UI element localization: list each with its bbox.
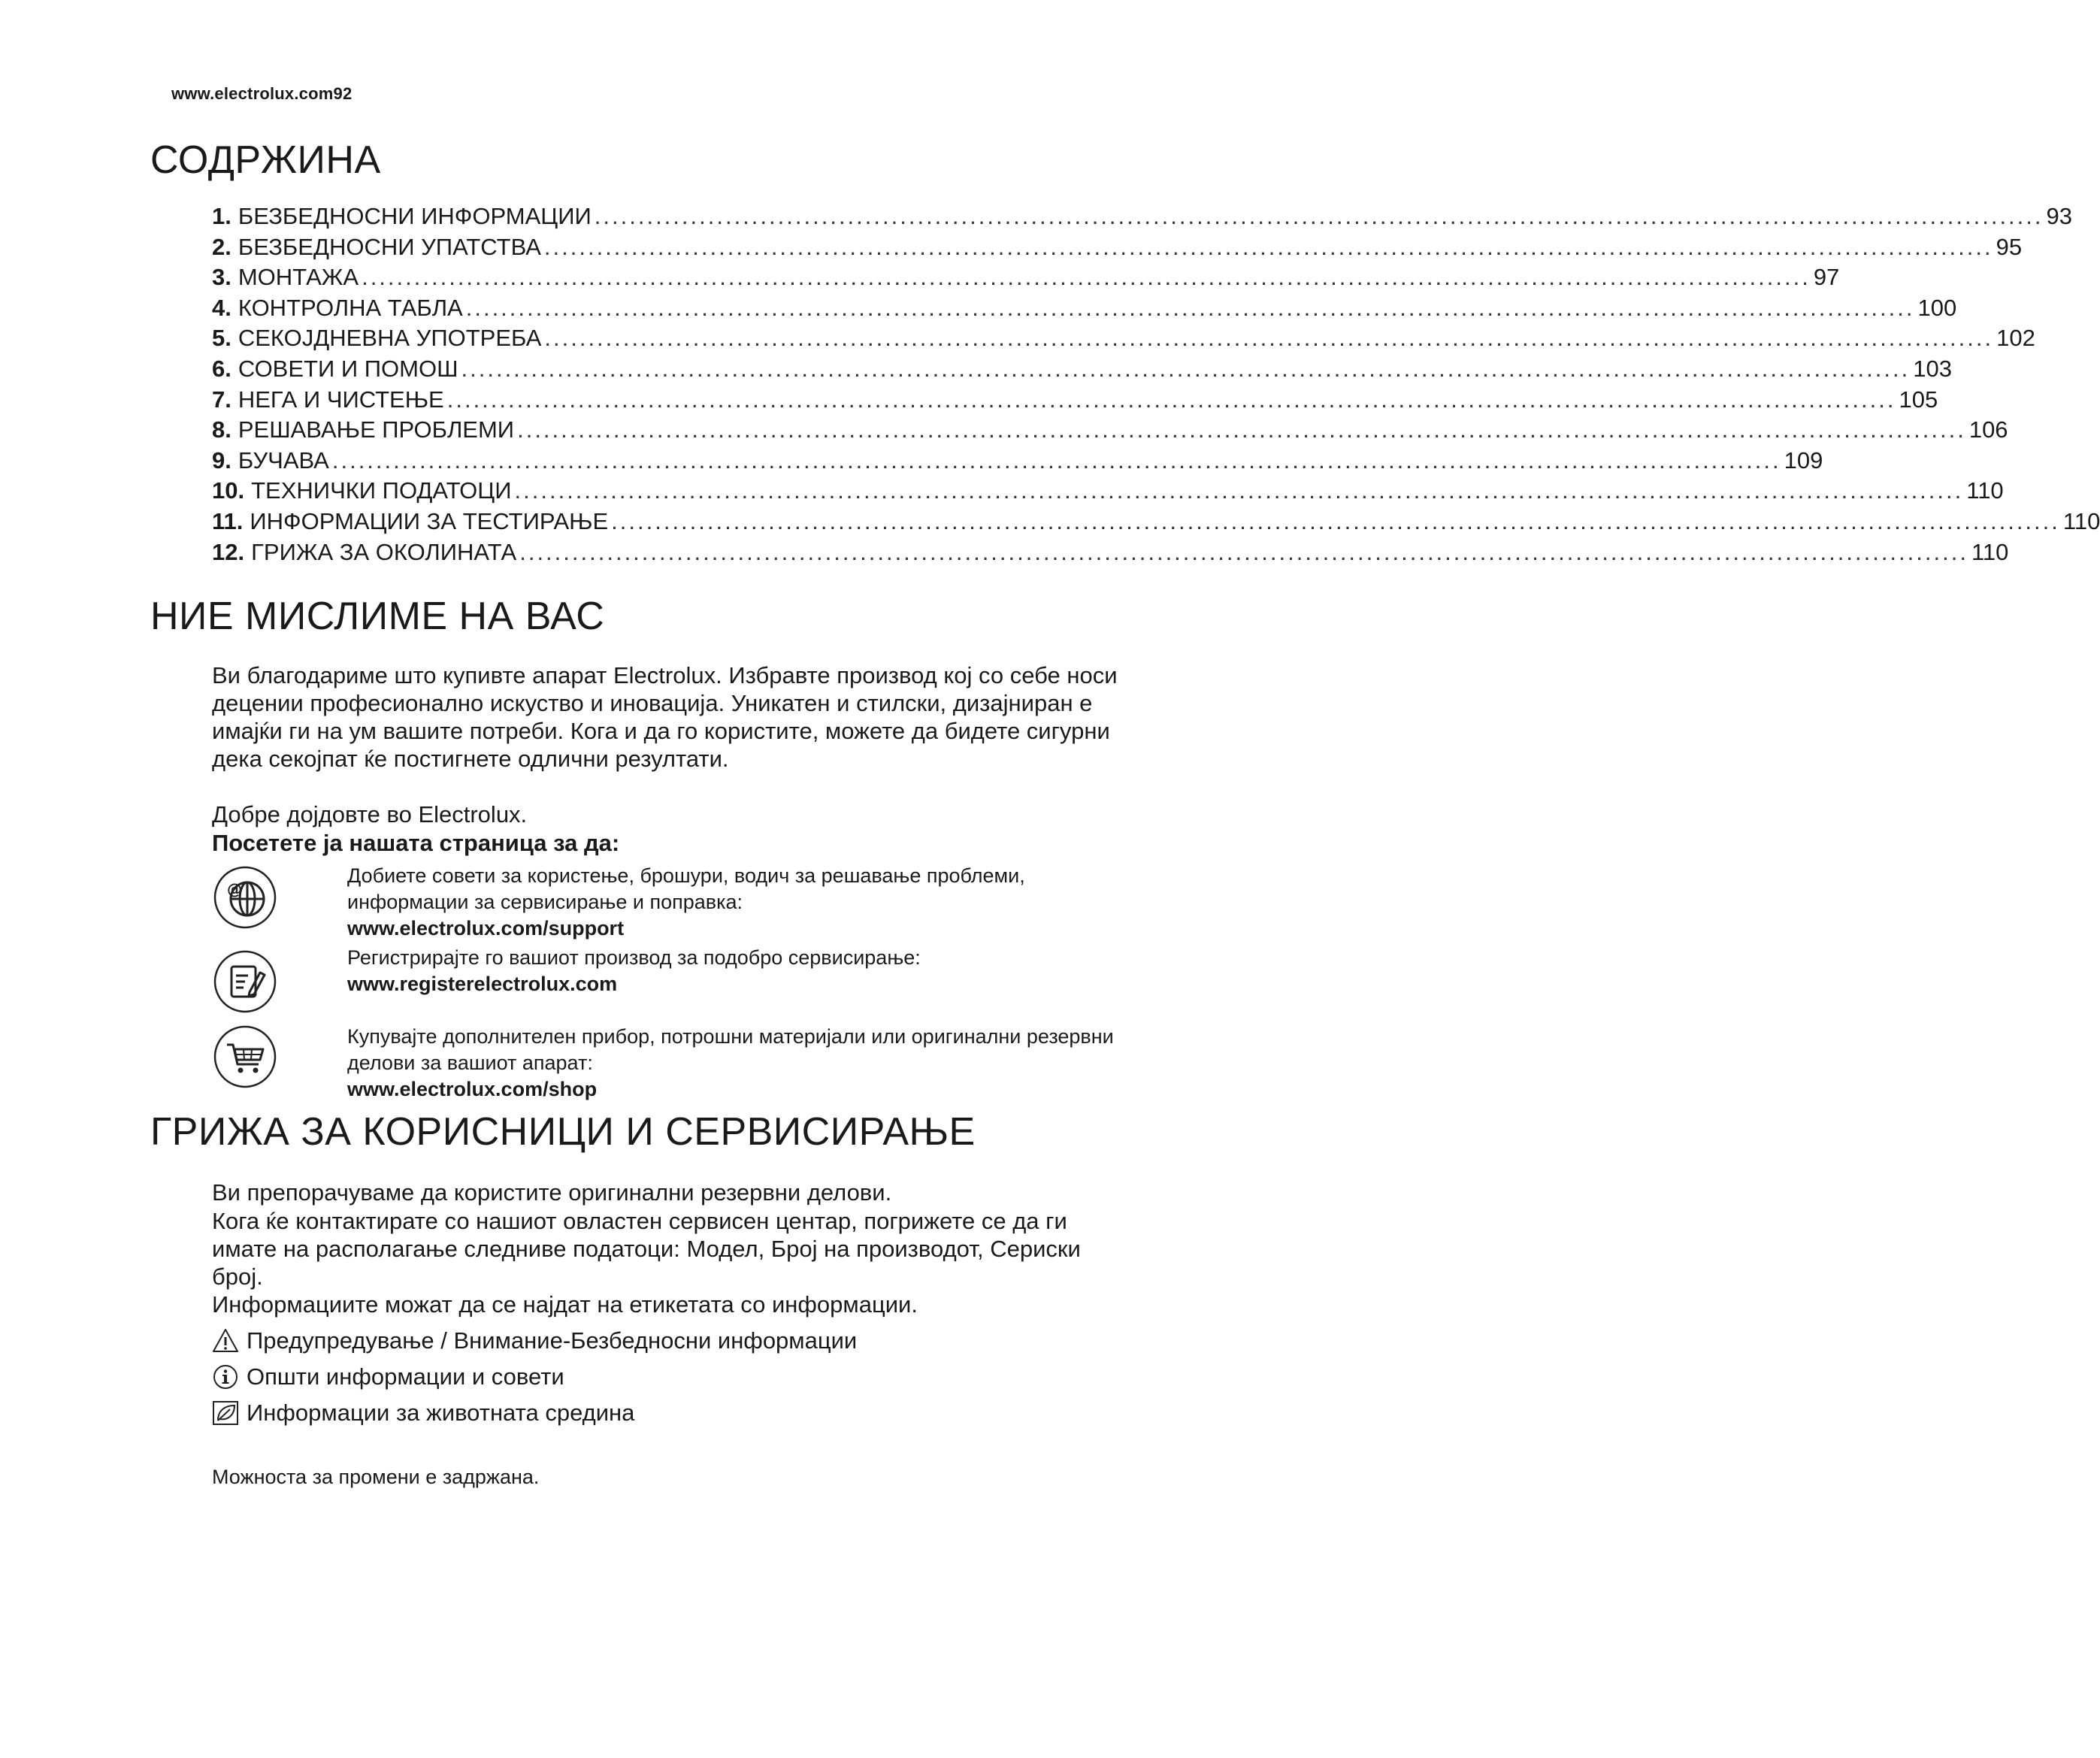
toc-page: 110 (1966, 477, 2004, 504)
leaf-icon (212, 1399, 239, 1427)
customer-care-title: ГРИЖА ЗА КОРИСНИЦИ И СЕРВИСИРАЊЕ (150, 1110, 976, 1154)
toc-page: 93 (2046, 203, 2072, 229)
warning-icon (212, 1327, 239, 1354)
toc-page: 106 (1968, 416, 2008, 443)
shop-link[interactable]: www.electrolux.com/shop (347, 1078, 598, 1100)
legend-info (212, 1362, 564, 1392)
toc-number: 6. (212, 355, 231, 382)
toc-item-4[interactable] (212, 293, 1957, 324)
care-paragraph-1: Ви препорачуваме да користите оригинални резервни делови. (212, 1179, 892, 1206)
service-register (212, 946, 1136, 1031)
svg-text:@: @ (227, 880, 242, 898)
toc-number: 3. (212, 264, 231, 291)
service-shop (212, 1024, 1136, 1106)
cart-icon (212, 1024, 278, 1090)
toc-number: 7. (212, 386, 231, 413)
toc-leader: ...................................................................................................................................................................... (519, 538, 1968, 565)
toc-label: МОНТАЖА (238, 264, 359, 291)
toc-number: 11. (212, 507, 244, 534)
toc-item-1[interactable] (212, 201, 2072, 232)
toc-number: 10. (212, 477, 245, 504)
toc-item-9[interactable] (212, 446, 1823, 477)
service-shop-text (347, 1024, 1144, 1103)
toc-leader: ...................................................................................................................................................................... (446, 386, 1896, 413)
toc-leader: ...................................................................................................................................................................... (514, 477, 1964, 504)
register-link[interactable]: www.registerelectrolux.com (347, 973, 618, 995)
toc-leader: ...................................................................................................................................................................... (543, 233, 1993, 260)
toc-label: РЕШАВАЊЕ ПРОБЛЕМИ (238, 416, 515, 443)
service-support-text (347, 863, 1144, 942)
toc-number: 8. (212, 416, 231, 443)
toc-item-12[interactable] (212, 537, 2009, 568)
toc-leader: ...................................................................................................................................................................... (594, 203, 2044, 229)
toc-label: СОВЕТИ И ПОМОШ (238, 355, 458, 382)
info-icon (212, 1363, 239, 1390)
toc-label: ГРИЖА ЗА ОКОЛИНАТА (251, 538, 517, 565)
toc-item-5[interactable] (212, 323, 2035, 354)
toc-item-11[interactable] (212, 507, 2100, 537)
toc-page: 109 (1784, 446, 1823, 474)
toc-leader: ...................................................................................................................................................................... (461, 355, 1911, 382)
service-support (212, 864, 1136, 947)
visit-heading: Посетете ја нашата страница за да: (212, 830, 620, 856)
legend-info-label: Општи информации и совети (247, 1363, 564, 1390)
toc-number: 1. (212, 203, 231, 229)
footnote: Можноста за промени е задржана. (212, 1466, 540, 1488)
toc-leader: ...................................................................................................................................................................... (331, 446, 1781, 474)
register-icon (212, 949, 278, 1015)
toc-item-2[interactable] (212, 232, 2023, 263)
toc-page: 105 (1899, 386, 1938, 413)
care-paragraph-2: Кога ќе контактирате со нашиот овластен сервисен центар, погрижете се да ги имате на располагање следниве податоци: Модел, Број на производот, Сериски број. (212, 1208, 1081, 1290)
service-register-text (347, 945, 1144, 997)
toc-label: НЕГА И ЧИСТЕЊЕ (238, 386, 444, 413)
welcome-text: Добре дојдовте во Electrolux. (212, 801, 528, 828)
toc-leader: ...................................................................................................................................................................... (517, 416, 1966, 443)
toc-page: 102 (1996, 325, 2035, 352)
toc-item-3[interactable] (212, 262, 1840, 293)
table-of-contents (212, 201, 2100, 567)
toc-leader: ...................................................................................................................................................................... (611, 507, 2060, 534)
toc-page: 100 (1917, 294, 1957, 321)
toc-label: КОНТРОЛНА ТАБЛА (238, 294, 463, 321)
header-url: www.electrolux.com92 (171, 84, 353, 103)
toc-leader: ...................................................................................................................................................................... (465, 294, 1915, 321)
thinking-of-you-title: НИЕ МИСЛИМЕ НА ВАС (150, 595, 605, 638)
toc-number: 9. (212, 446, 231, 474)
support-link[interactable]: www.electrolux.com/support (347, 917, 625, 940)
toc-label: БУЧАВА (238, 446, 329, 474)
toc-page: 110 (1971, 538, 2009, 565)
toc-item-8[interactable] (212, 415, 2008, 446)
toc-number: 2. (212, 233, 231, 260)
toc-leader: ...................................................................................................................................................................... (362, 264, 1811, 291)
toc-leader: ...................................................................................................................................................................... (544, 325, 1994, 352)
toc-title: СОДРЖИНА (150, 138, 381, 182)
toc-item-6[interactable] (212, 354, 1952, 385)
intro-paragraph: Ви благодариме што купивте апарат Electrolux. Избравте производ кој со себе носи децении професионално искуство и иновација. Уникатен и стилски, дизајниран е имајќи ги на ум вашите потреби. Кога и да го користите, можете да бидете сигурни дека секојпат ќе постигнете одлични резултати. (212, 662, 1118, 772)
toc-number: 12. (212, 538, 245, 565)
toc-number: 4. (212, 294, 231, 321)
legend-warning-label: Предупредување / Внимание-Безбедносни информации (247, 1327, 858, 1354)
service-support-description: Добиете совети за користење, брошури, водич за решавање проблеми, информации за сервисирање и поправка: (347, 864, 1025, 913)
legend-environment (212, 1398, 634, 1428)
toc-number: 5. (212, 325, 231, 352)
toc-label: БЕЗБЕДНОСНИ ИНФОРМАЦИИ (238, 203, 592, 229)
toc-item-7[interactable] (212, 385, 1938, 416)
care-paragraph-3: Информациите можат да се најдат на етикетата со информации. (212, 1291, 918, 1318)
service-register-description: Регистрирајте го вашиот производ за подобро сервисирање: (347, 946, 921, 969)
toc-label: ИНФОРМАЦИИ ЗА ТЕСТИРАЊЕ (250, 507, 609, 534)
service-shop-description: Купувајте дополнителен прибор, потрошни материјали или оригинални резервни делови за вашиот апарат: (347, 1025, 1114, 1074)
toc-page: 110 (2062, 507, 2100, 534)
legend-warning (212, 1326, 857, 1356)
toc-label: СЕКОЈДНЕВНА УПОТРЕБА (238, 325, 542, 352)
toc-page: 95 (1996, 233, 2023, 260)
legend-environment-label: Информации за животната средина (247, 1399, 635, 1426)
toc-page: 103 (1913, 355, 1952, 382)
globe-icon (212, 864, 278, 930)
toc-label: БЕЗБЕДНОСНИ УПАТСТВА (238, 233, 541, 260)
toc-page: 97 (1813, 264, 1840, 291)
toc-label: ТЕХНИЧКИ ПОДАТОЦИ (251, 477, 512, 504)
toc-item-10[interactable] (212, 476, 2004, 507)
